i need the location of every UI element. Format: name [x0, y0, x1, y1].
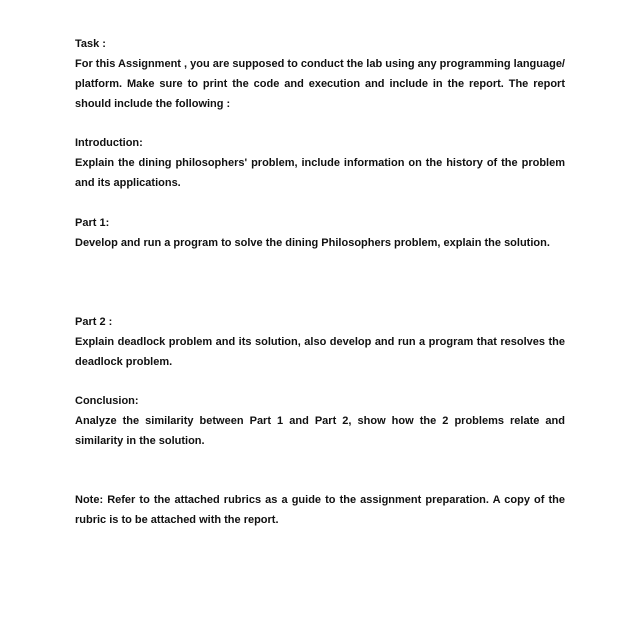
- task-body: For this Assignment , you are supposed to conduct the lab using any programming language/ platform. Make sure to print the code and execution and include in the report. The report should include the following :: [75, 58, 565, 110]
- conclusion-body: Analyze the similarity between Part 1 and Part 2, show how the 2 problems relate and similarity in the solution.: [75, 415, 565, 447]
- part2-body: Explain deadlock problem and its solution, also develop and run a program that resolves the deadlock problem.: [75, 336, 565, 368]
- note-body: Note: Refer to the attached rubrics as a guide to the assignment preparation. A copy of the rubric is to be attached with the report.: [75, 494, 565, 526]
- introduction-body: Explain the dining philosophers' problem, include information on the history of the problem and its applications.: [75, 157, 565, 189]
- introduction-heading: Introduction:: [75, 137, 143, 149]
- conclusion-heading: Conclusion:: [75, 395, 139, 407]
- task-heading: Task :: [75, 38, 106, 50]
- document-page: [75, 0, 565, 628]
- part1-heading: Part 1:: [75, 217, 110, 229]
- part1-body: Develop and run a program to solve the dining Philosophers problem, explain the solution.: [75, 237, 550, 249]
- part2-heading: Part 2 :: [75, 316, 113, 328]
